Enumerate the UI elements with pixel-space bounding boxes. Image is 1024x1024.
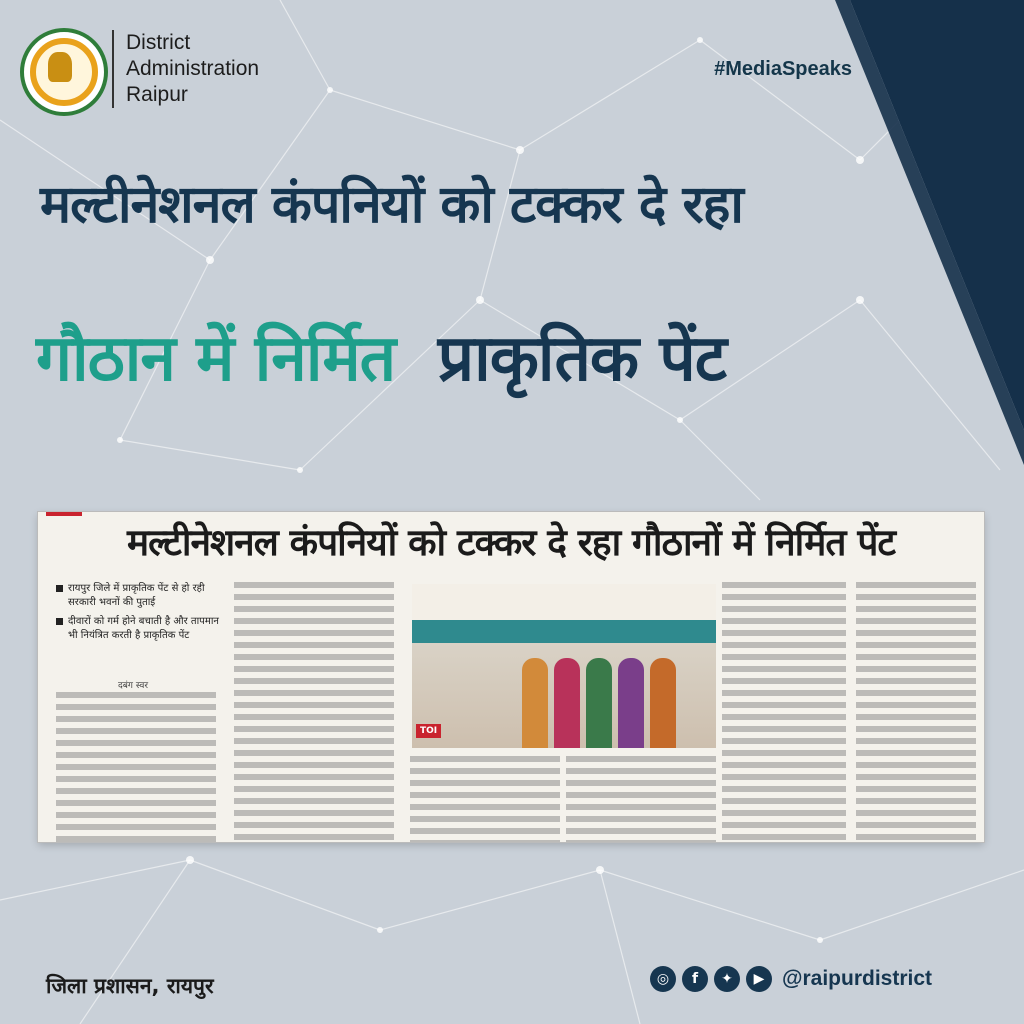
bullet-item: रायपुर जिले में प्राकृतिक पेंट से हो रही सरकारी भवनों की पुताई	[56, 582, 226, 610]
article-column	[56, 692, 216, 842]
hashtag: #MediaSpeaks	[714, 58, 852, 80]
org-line-2: Administration	[126, 57, 260, 80]
youtube-icon[interactable]: ▶	[746, 966, 772, 992]
article-column	[566, 756, 716, 842]
org-line-3: Raipur	[126, 83, 188, 106]
photo-person	[554, 658, 580, 748]
newspaper-clipping	[38, 512, 984, 842]
article-column	[856, 582, 976, 842]
org-name	[112, 30, 259, 108]
emblem-icon	[48, 52, 72, 82]
facebook-icon[interactable]: f	[682, 966, 708, 992]
article-column	[722, 582, 846, 842]
headline-green-part: गौठान में निर्मित	[36, 322, 396, 396]
social-handle[interactable]: @raipurdistrict	[782, 967, 933, 990]
clipping-bullets	[56, 582, 226, 648]
clipping-byline: दबंग स्वर	[118, 681, 149, 691]
photo-person	[650, 658, 676, 748]
clip-red-bar	[46, 512, 82, 516]
social-links	[650, 966, 932, 992]
district-logo	[20, 28, 108, 116]
headline-line-1: मल्टीनेशनल कंपनियों को टक्कर दे रहा	[40, 175, 743, 235]
footer-org: जिला प्रशासन, रायपुर	[46, 974, 214, 998]
org-line-1: District	[126, 31, 191, 54]
clipping-title: मल्टीनेशनल कंपनियों को टक्कर दे रहा गौठानों में निर्मित पेंट	[126, 521, 896, 564]
headline-blue-part: प्राकृतिक पेंट	[437, 322, 726, 396]
instagram-icon[interactable]: ◎	[650, 966, 676, 992]
article-column	[410, 756, 560, 842]
toi-tag: TOI	[416, 724, 441, 738]
photo-person	[522, 658, 548, 748]
article-column	[234, 582, 394, 842]
article-photo	[412, 584, 716, 748]
photo-person	[586, 658, 612, 748]
twitter-icon[interactable]: ✦	[714, 966, 740, 992]
headline-line-2	[36, 318, 936, 400]
photo-person	[618, 658, 644, 748]
bullet-item: दीवारों को गर्म होने बचाती है और तापमान भी नियंत्रित करती है प्राकृतिक पेंट	[56, 615, 226, 643]
